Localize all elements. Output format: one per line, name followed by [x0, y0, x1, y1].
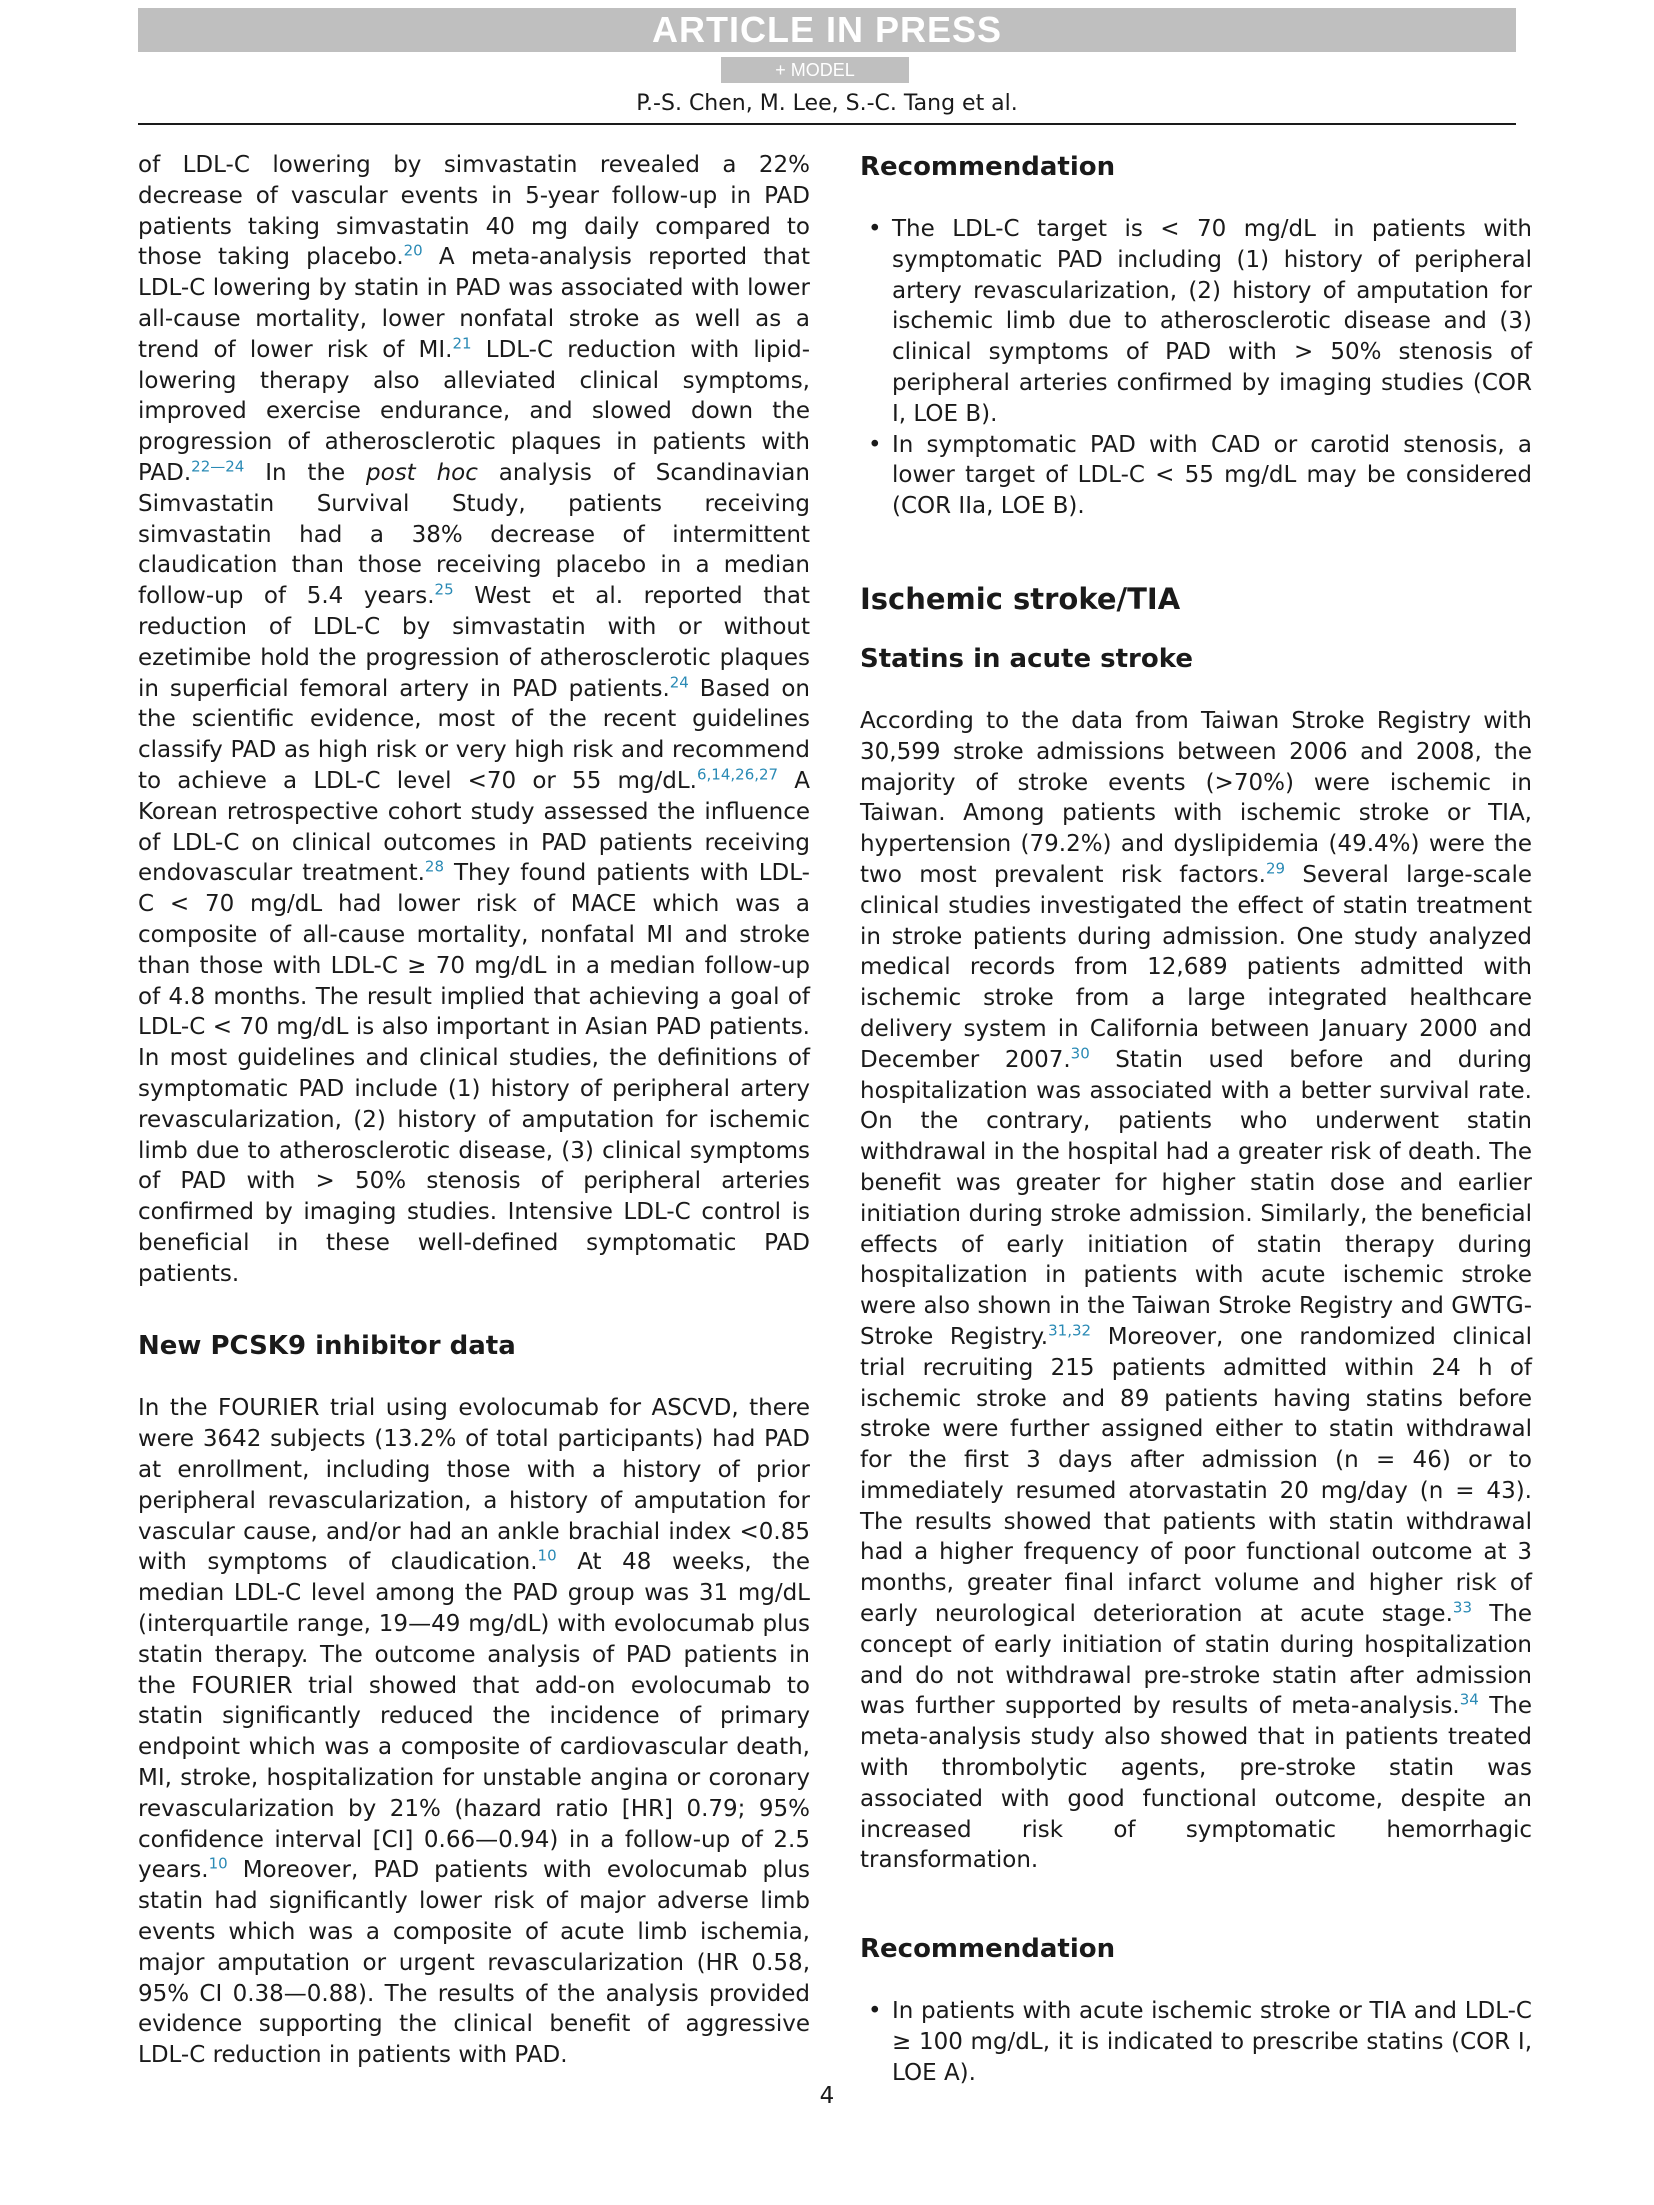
- paragraph-fourier: [138, 1393, 810, 2071]
- italic-text: post hoc: [366, 459, 478, 486]
- recommendation-heading: Recommendation: [860, 152, 1116, 182]
- model-label: + MODEL: [721, 57, 909, 83]
- text-run: Based on the scientific evidence, most of the recent guidelines classify PAD as high risk or very high risk and recommend to achieve a LDL-C level <70 or 55 mg/dL.: [138, 675, 810, 794]
- citation-link[interactable]: 25: [434, 580, 454, 599]
- text-run: Statin used before and during hospitalization was associated with a better survival rate. On the contrary, patients who underwent statin withdrawal in the hospital had a greater risk of death. The benefit was greater for higher statin dose and earlier initiation during stroke admission. Similarly, the beneficial effects of early initiation of statin therapy during hospitalization in patients with acute ischemic stroke were also shown in the Taiwan Stroke Registry and GWTG-Stroke Registry.: [860, 1046, 1532, 1350]
- citation-link[interactable]: 6,14,26,27: [696, 765, 779, 784]
- text-run: Moreover, one randomized clinical trial recruiting 215 patients admitted within 24 h of ischemic stroke and 89 patients having statins before stroke were further assigned either to statin withdrawal for the first 3 days after admission (n = 46) or to immediately resumed atorvastatin 20 mg/day (n = 43). The results showed that patients with statin withdrawal had a higher frequency of poor functional outcome at 3 months, greater final infarct volume and higher risk of early neurological deterioration at acute stage.: [860, 1323, 1532, 1628]
- left-column: [138, 150, 810, 2071]
- citation-link[interactable]: 22—24: [191, 457, 245, 476]
- citation-link[interactable]: 31,32: [1048, 1321, 1092, 1340]
- paragraph-stroke-statins: [860, 706, 1532, 1876]
- text-run: Moreover, PAD patients with evolocumab plus statin had significantly lower risk of major adverse limb events which was a composite of acute limb ischemia, major amputation or urgent revascularization (HR 0.58, 95% CI 0.38—0.88). The results of the analysis provided evidence supporting the clinical benefit of aggressive LDL-C reduction in patients with PAD.: [138, 1857, 810, 2069]
- citation-link[interactable]: 10: [537, 1546, 557, 1565]
- recommendation-item: • In patients with acute ischemic stroke or TIA and LDL-C ≥ 100 mg/dL, it is indicated to prescribe statins (COR I, LOE A).: [892, 1996, 1532, 2088]
- citation-link[interactable]: 34: [1459, 1690, 1479, 1709]
- recommendation-list: [860, 214, 1532, 522]
- text-run: According to the data from Taiwan Stroke Registry with 30,599 stroke admissions between 2006 and 2008, the majority of stroke events (>70%) were ischemic in Taiwan. Among patients with ischemic stroke or TIA, hypertension (79.2%) and dyslipidemia (49.4%) were the two most prevalent risk factors.: [860, 707, 1532, 888]
- article-in-press-banner: ARTICLE IN PRESS: [138, 8, 1516, 52]
- citation-link[interactable]: 20: [403, 241, 423, 260]
- section-heading-ischemic-stroke: Ischemic stroke/TIA: [860, 581, 1181, 616]
- section-heading-pcsk9: New PCSK9 inhibitor data: [138, 1331, 516, 1362]
- recommendation-item: • The LDL-C target is < 70 mg/dL in patients with symptomatic PAD including (1) history of peripheral artery revascularization, (2) history of amputation for ischemic limb due to atherosclerotic disease and (3) clinical symptoms of PAD with > 50% stenosis of peripheral arteries confirmed by imaging studies (COR I, LOE B).: [892, 214, 1532, 430]
- recommendation-list: [860, 1996, 1532, 2088]
- text-run: analysis of Scandinavian Simvastatin Survival Study, patients receiving simvastatin had a 38% decrease of intermittent claudication than those receiving placebo in a median follow-up of 5.4 years.: [138, 459, 810, 610]
- citation-link[interactable]: 21: [452, 334, 472, 353]
- text-run: LDL-C reduction with lipid-lowering therapy also alleviated clinical symptoms, improved exercise endurance, and slowed down the progression of atherosclerotic plaques in patients with PAD.: [138, 336, 811, 486]
- text-run: The concept of early initiation of statin during hospitalization and do not withdrawal pre-stroke statin after admission was further supported by results of meta-analysis.: [860, 1601, 1532, 1720]
- header-rule: [138, 123, 1516, 125]
- text-run: A Korean retrospective cohort study assessed the influence of LDL-C on clinical outcomes in PAD patients receiving endovascular treatment.: [138, 767, 810, 887]
- right-column: [860, 150, 1532, 2089]
- text-run: A meta-analysis reported that LDL-C lowering by statin in PAD was associated with lower all-cause mortality, lower nonfatal stroke as well as a trend of lower risk of MI.: [138, 244, 810, 363]
- citation-link[interactable]: 29: [1265, 859, 1286, 878]
- citation-link[interactable]: 33: [1452, 1598, 1472, 1617]
- recommendation-heading: Recommendation: [860, 1934, 1116, 1965]
- citation-link[interactable]: 30: [1070, 1044, 1090, 1063]
- text-run: In the: [244, 459, 367, 486]
- text-run: In the FOURIER trial using evolocumab for ASCVD, there were 3642 subjects (13.2% of total participants) had PAD at enrollment, including those with a history of prior peripheral revascularization, a history of amputation for vascular cause, and/or had an ankle brachial index <0.85 with symptoms of claudication.: [138, 1395, 810, 1576]
- text-run: The meta-analysis study also showed that in patients treated with thrombolytic agents, pre-stroke statin was associated with good functional outcome, despite an increased risk of symptomatic hemorrhagic transformation.: [860, 1693, 1532, 1874]
- citation-link[interactable]: 28: [424, 857, 444, 876]
- recommendation-item: • In symptomatic PAD with CAD or carotid stenosis, a lower target of LDL-C < 55 mg/dL may be considered (COR IIa, LOE B).: [892, 430, 1532, 522]
- running-header-authors: P.-S. Chen, M. Lee, S.-C. Tang et al.: [636, 91, 1018, 116]
- text-run: West et al. reported that reduction of LDL-C by simvastatin with or without ezetimibe hold the progression of atherosclerotic plaques in superficial femoral artery in PAD patients.: [138, 583, 810, 702]
- text-run: They found patients with LDL-C < 70 mg/dL had lower risk of MACE which was a composite of all-cause mortality, nonfatal MI and stroke than those with LDL-C ≥ 70 mg/dL in a median follow-up of 4.8 months. The result implied that achieving a goal of LDL-C < 70 mg/dL is also important in Asian PAD patients. In most guidelines and clinical studies, the definitions of symptomatic PAD include (1) history of peripheral artery revascularization, (2) history of amputation for ischemic limb due to atherosclerotic disease, (3) clinical symptoms of PAD with > 50% stenosis of peripheral arteries confirmed by imaging studies. Intensive LDL-C control is beneficial in these well-defined symptomatic PAD patients.: [138, 860, 810, 1287]
- page-number: 4: [819, 2083, 835, 2109]
- text-run: At 48 weeks, the median LDL-C level among the PAD group was 31 mg/dL (interquartile range, 19—49 mg/dL) with evolocumab plus statin therapy. The outcome analysis of PAD patients in the FOURIER trial showed that add-on evolocumab to statin significantly reduced the incidence of primary endpoint which was a composite of cardiovascular death, MI, stroke, hospitalization for unstable angina or coronary revascularization by 21% (hazard ratio [HR] 0.79; 95% confidence interval [CI] 0.66—0.94) in a follow-up of 2.5 years.: [138, 1549, 810, 1884]
- paragraph-pad-ldl: [138, 150, 810, 1289]
- text-run: of LDL-C lowering by simvastatin revealed a 22% decrease of vascular events in 5-year follow-up in PAD patients taking simvastatin 40 mg daily compared to those taking placebo.: [138, 152, 810, 271]
- citation-link[interactable]: 10: [208, 1854, 228, 1873]
- text-run: Several large-scale clinical studies investigated the effect of statin treatment in stroke patients during admission. One study analyzed medical records from 12,689 patients admitted with ischemic stroke from a large integrated healthcare delivery system in California between January 2000 and December 2007.: [860, 861, 1532, 1073]
- subsection-heading-statins: Statins in acute stroke: [860, 643, 1193, 674]
- citation-link[interactable]: 24: [669, 672, 689, 691]
